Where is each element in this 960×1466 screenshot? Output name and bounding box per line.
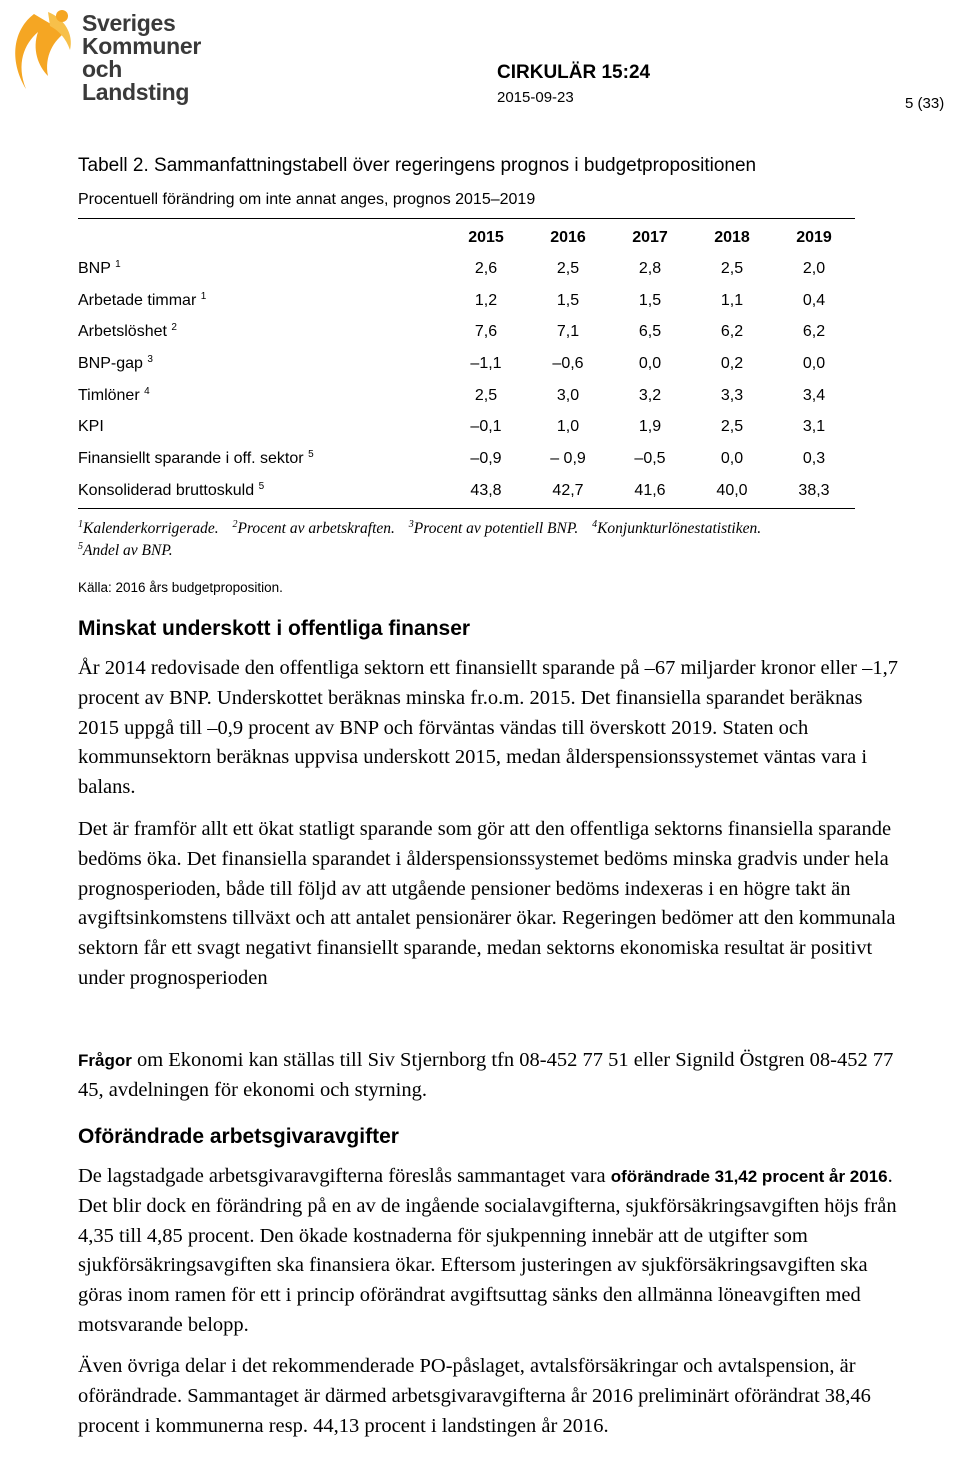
footnote: $^1$Kalenderkorrigerade. — [78, 519, 219, 537]
table-cell: 2,6 — [474, 259, 498, 277]
footnote: $^2$Procent av arbetskraften. — [232, 519, 395, 537]
circular-number: CIRKULÄR 15:24 — [497, 62, 651, 83]
highlight-rate: oförändrade 31,42 procent år 2016 — [610, 1167, 888, 1186]
table-cell: 0,3 — [802, 449, 826, 467]
table-title: Tabell 2. Sammanfattningstabell över regeringens prognos i budgetpropositionen — [78, 155, 757, 176]
table-cell: 1,5 — [556, 291, 580, 309]
forecast-table — [78, 223, 855, 507]
table-cell: 2,5 — [720, 259, 744, 277]
table-cell: –0,6 — [552, 354, 584, 372]
table-cell: 1,5 — [638, 291, 662, 309]
footnote: $^4$Konjunkturlönestatistiken. — [592, 519, 762, 537]
table-row — [78, 411, 855, 443]
row-label: BNP $^1$ — [78, 258, 121, 277]
paragraph: Även övriga delar i det rekommenderade PO-påslaget, avtalsförsäkringar och avtalspension, är oförändrade. Sammantaget är därmed arbetsgivaravgifterna år 2016 preliminärt oförändrat 38,46 procent i kommunerna resp. 44,13 procent i landstingen år 2016. — [78, 1355, 871, 1437]
table-bottom-rule — [78, 508, 855, 509]
table-cell: 0,0 — [720, 449, 744, 467]
row-label: KPI — [78, 418, 104, 436]
questions-label: Frågor — [78, 1051, 132, 1070]
table-row — [78, 253, 855, 285]
row-label: Arbetslöshet $^2$ — [78, 322, 177, 341]
table-cell: 7,1 — [556, 323, 580, 341]
table-cell: 2,0 — [802, 259, 826, 277]
table-cell: –1,1 — [470, 354, 502, 372]
paragraph: År 2014 redovisade den offentliga sektorn ett finansiellt sparande på –67 miljarder kronor eller –1,7 procent av BNP. Underskottet beräknas minska fr.o.m. 2015. Det finansiella sparandet beräknas 2015 uppgå till –0,9 procent av BNP och förväntas vändas till överskott 2019. Staten och kommunsektorn beräknas uppvisa underskott 2015, medan ålderspensionssystemet väntas vara i balans. — [78, 657, 898, 799]
circular-date: 2015-09-23 — [497, 89, 574, 106]
table-cell: –0,1 — [470, 418, 502, 436]
table-cell: –0,5 — [634, 449, 666, 467]
table-cell: 40,0 — [716, 481, 748, 499]
footnote: $^3$Procent av potentiell BNP. — [408, 519, 579, 537]
table-cell: 1,9 — [638, 418, 662, 436]
row-label: Arbetade timmar $^1$ — [78, 290, 207, 309]
table-subtitle: Procentuell förändring om inte annat anges, prognos 2015–2019 — [78, 191, 536, 208]
table-row — [78, 443, 855, 475]
table-cell: 3,2 — [638, 386, 662, 404]
year-header: 2019 — [796, 229, 832, 246]
logo-flame-icon — [4, 4, 84, 104]
table-row — [78, 285, 855, 317]
skl-logo — [4, 4, 234, 104]
table-cell: 7,6 — [474, 323, 498, 341]
year-header: 2018 — [714, 229, 750, 246]
table-cell: 3,0 — [556, 386, 580, 404]
table-header-row — [78, 223, 855, 253]
table-cell: 42,7 — [552, 481, 584, 499]
table-cell: 3,3 — [720, 386, 744, 404]
table-cell: 0,0 — [638, 354, 662, 372]
row-label: Finansiellt sparande i off. sektor $^5$ — [78, 448, 314, 467]
table-cell: 2,5 — [556, 259, 580, 277]
contact-paragraph: Frågor om Ekonomi kan ställas till Siv Stjernborg tfn 08-452 77 51 eller Signild Östgren 08-452 77 45, avdelningen för ekonomi och styrning. — [78, 1049, 894, 1101]
table-cell: 41,6 — [634, 481, 666, 499]
table-footnotes — [78, 518, 868, 562]
table-cell: 2,8 — [638, 259, 662, 277]
table-cell: 1,2 — [474, 291, 498, 309]
paragraph: De lagstadgade arbetsgivaravgifterna föreslås sammantaget vara oförändrade 31,42 procent år 2016. Det blir dock en förändring på en av de ingående socialavgifterna, sjukförsäkringsavgiften höjs från 4,35 till 4,85 procent. Den ökade kostnaderna för sjukpenning innebär att de utgifter som sjukförsäkringsavgiften ska finansiera ökar. Eftersom justeringen av sjukförsäkringsavgiften ska göras inom ramen för ett i princip oförändrat avgiftsuttag sänks den allmänna löneavgiften med motsvarande belopp. — [78, 1165, 897, 1336]
logo-line1: Sveriges — [82, 10, 176, 36]
logo-wordmark — [82, 12, 234, 104]
year-header: 2015 — [468, 229, 504, 246]
table-cell: 6,5 — [638, 323, 662, 341]
logo-line2: Kommuner — [82, 33, 202, 59]
section-heading: Minskat underskott i offentliga finanser — [78, 617, 471, 640]
table-cell: 2,5 — [720, 418, 744, 436]
table-cell: 6,2 — [720, 323, 744, 341]
footnote: $^5$Andel av BNP. — [78, 541, 173, 559]
table-cell: 1,1 — [720, 291, 744, 309]
paragraph: Det är framför allt ett ökat statligt sparande som gör att den offentliga sektorns finansiella sparande bedöms öka. Det finansiella sparandet i ålderspensionssystemet bedöms minska gradvis under hela prognosperioden, både till följd av att utgående pensioner bedöms indexeras i en högre takt än avgiftsinkomstens tillväxt och att antalet pensionärer ökar. Regeringen bedömer att den kommunala sektorn får ett svagt negativt finansiellt sparande, medan sektorns ekonomiska resultat är positivt under prognosperioden — [78, 818, 896, 989]
logo-line3: och Landsting — [82, 56, 190, 105]
year-header: 2016 — [550, 229, 586, 246]
row-label: Konsoliderad bruttoskuld $^5$ — [78, 480, 265, 499]
row-label: BNP-gap $^3$ — [78, 353, 153, 372]
table-cell: 3,4 — [802, 386, 826, 404]
year-header: 2017 — [632, 229, 668, 246]
table-row — [78, 316, 855, 348]
table-cell: – 0,9 — [550, 449, 586, 467]
table-cell: 0,4 — [802, 291, 826, 309]
table-cell: –0,9 — [470, 449, 502, 467]
table-row — [78, 475, 855, 507]
table-cell: 43,8 — [470, 481, 502, 499]
table-cell: 6,2 — [802, 323, 826, 341]
section-heading: Oförändrade arbetsgivaravgifter — [78, 1125, 399, 1148]
table-cell: 0,2 — [720, 354, 744, 372]
table-cell: 1,0 — [556, 418, 580, 436]
table-row — [78, 348, 855, 380]
table-cell: 3,1 — [802, 418, 826, 436]
page-number: 5 (33) — [905, 95, 945, 112]
table-top-rule — [78, 218, 855, 219]
table-cell: 38,3 — [798, 481, 830, 499]
table-source: Källa: 2016 års budgetproposition. — [78, 580, 283, 595]
table-cell: 2,5 — [474, 386, 498, 404]
table-cell: 0,0 — [802, 354, 826, 372]
table-row — [78, 380, 855, 412]
row-label: Timlöner $^4$ — [78, 385, 150, 404]
